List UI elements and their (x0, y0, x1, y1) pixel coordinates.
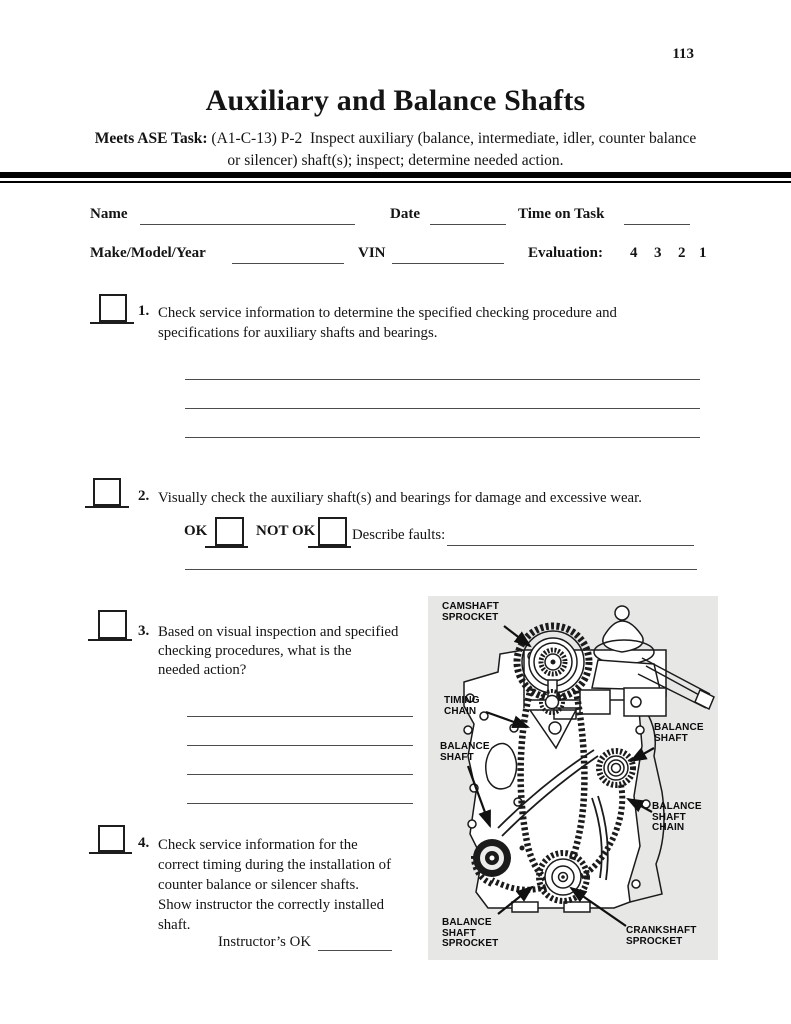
task-4-number: 4. (138, 835, 150, 851)
task-1-answer-line-3[interactable] (185, 437, 700, 438)
task-4-text-line3: counter balance or silencer shafts. (158, 877, 359, 893)
make-model-year-field-line[interactable] (232, 263, 344, 264)
time-on-task-label: Time on Task (518, 206, 605, 222)
not-ok-checkbox[interactable] (318, 517, 347, 546)
task-4-text (158, 835, 433, 935)
header-divider-thin (0, 181, 791, 183)
vin-label: VIN (358, 245, 386, 261)
task-4-checkbox-line (89, 852, 132, 854)
task-3-number: 3. (138, 623, 150, 639)
time-on-task-field-line[interactable] (624, 224, 690, 225)
date-field-line[interactable] (430, 224, 506, 225)
task-1-text-line2: specifications for auxiliary shafts and bearings. (158, 325, 438, 341)
vin-field-line[interactable] (392, 263, 504, 264)
task-2-answer-line[interactable] (185, 569, 697, 570)
ase-task-label: Meets ASE Task: (94, 130, 208, 147)
task-3-text-line1: Based on visual inspection and specified (158, 624, 399, 640)
task-4-text-line1: Check service information for the (158, 837, 358, 853)
ase-task-line1 (0, 130, 791, 148)
task-3-answer-line-1[interactable] (187, 716, 413, 717)
task-4-text-line4: Show instructor the correctly installed (158, 897, 385, 913)
task-2-checkbox-line (85, 506, 129, 508)
evaluation-label: Evaluation: (528, 245, 604, 261)
page-title: Auxiliary and Balance Shafts (205, 84, 586, 117)
task-1-checkbox[interactable] (99, 294, 127, 322)
balance-shaft-sprocket-label: BALANCE SHAFT SPROCKET (442, 917, 499, 949)
task-1-answer-line-1[interactable] (185, 379, 700, 380)
header-divider-thick (0, 172, 791, 178)
task-4-text-line5: shaft. (158, 917, 191, 933)
evaluation-option-3: 3 (654, 245, 662, 261)
name-label: Name (90, 206, 128, 222)
task-3-answer-line-2[interactable] (187, 745, 413, 746)
evaluation-option-2: 2 (678, 245, 686, 261)
task-3-checkbox[interactable] (98, 610, 127, 639)
instructor-ok-line[interactable] (318, 950, 392, 951)
name-field-line[interactable] (140, 224, 355, 225)
not-ok-checkbox-line (308, 546, 351, 548)
task-1-text (158, 303, 688, 343)
task-3-answer-line-4[interactable] (187, 803, 413, 804)
task-2-text-line1: Visually check the auxiliary shaft(s) and bearings for damage and excessive wear. (158, 490, 642, 506)
balance-shaft-label-left: BALANCE SHAFT (440, 741, 490, 763)
evaluation-option-4: 4 (630, 245, 638, 261)
engine-line-art (428, 596, 718, 960)
task-1-answer-line-2[interactable] (185, 408, 700, 409)
balance-shaft-label-right: BALANCE SHAFT (654, 722, 704, 744)
describe-faults-label: Describe faults: (352, 527, 446, 543)
evaluation-option-1: 1 (699, 245, 707, 261)
task-4-text-line2: correct timing during the installation of (158, 857, 391, 873)
task-3-answer-line-3[interactable] (187, 774, 413, 775)
ok-checkbox-line (205, 546, 248, 548)
instructor-ok-label: Instructor’s OK (218, 934, 312, 950)
task-3-text-line3: needed action? (158, 662, 247, 678)
ase-task-text: (A1-C-13) P-2 Inspect auxiliary (balance, intermediate, idler, counter balance (211, 130, 697, 147)
make-model-year-label: Make/Model/Year (90, 245, 206, 261)
task-3-checkbox-line (88, 639, 132, 641)
task-1-checkbox-line (90, 322, 134, 324)
task-1-number: 1. (138, 303, 150, 319)
not-ok-label: NOT OK (256, 523, 316, 539)
crankshaft-sprocket-label: CRANKSHAFT SPROCKET (626, 925, 697, 947)
ase-task-line2: or silencer) shaft(s); inspect; determine needed action. (227, 152, 564, 169)
camshaft-sprocket-label: CAMSHAFT SPROCKET (442, 601, 499, 623)
timing-chain-label: TIMING CHAIN (444, 695, 480, 717)
task-2-checkbox[interactable] (93, 478, 121, 506)
engine-diagram (428, 596, 718, 960)
describe-faults-line[interactable] (447, 545, 694, 546)
date-label: Date (390, 206, 420, 222)
balance-shaft-chain-label: BALANCE SHAFT CHAIN (652, 801, 702, 833)
page-number: 113 (672, 46, 694, 62)
task-2-number: 2. (138, 488, 150, 504)
task-3-text-line2: checking procedures, what is the (158, 643, 352, 659)
task-2-text (158, 488, 703, 508)
task-4-checkbox[interactable] (98, 825, 125, 852)
ok-label: OK (184, 523, 208, 539)
ok-checkbox[interactable] (215, 517, 244, 546)
task-3-text (158, 623, 433, 680)
task-1-text-line1: Check service information to determine the specified checking procedure and (158, 305, 617, 321)
balance-shaft-sprocket-drawing (473, 839, 511, 877)
